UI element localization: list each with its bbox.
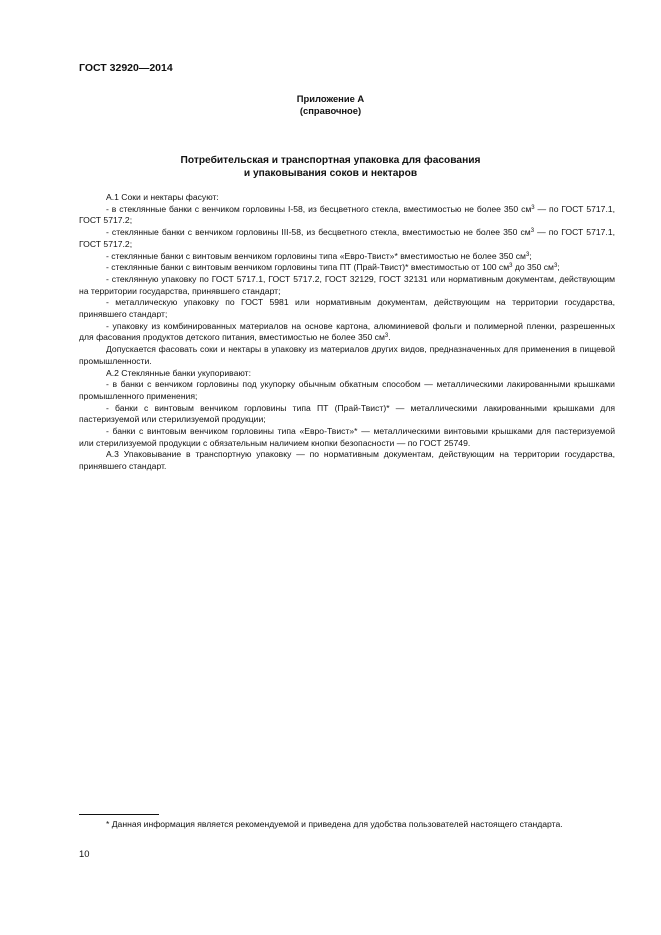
appendix-subtitle: (справочное) [299,105,362,116]
section-title-line1: Потребительская и транспортная упаковка для фасования [180,155,481,166]
list-item-text-tail: ; [557,262,560,273]
paragraph-a1: А.1 Соки и нектары фасуют: [106,192,219,202]
list-item [79,321,615,344]
list-item [79,262,615,274]
superscript: 3 [531,204,535,211]
list-item-text: - стеклянные банки с винтовым венчиком горловины типа «Евро-Твист»* вместимостью не более 350 см [106,250,526,261]
list-item-text: - в стеклянные банки с венчиком горловины I-58, из бесцветного стекла, вместимостью не более 350 см [106,203,532,214]
document-header: ГОСТ 32920—2014 [79,62,173,74]
list-item: - банки с винтовым венчиком горловины типа «Евро-Твист»* — металлическими винтовыми крышками для пастеризуемой или стерилизуемой продукции с обязательным наличием кнопки безопасности — по ГОСТ 25749. [79,426,615,448]
superscript: 3 [525,251,530,258]
document-body [79,192,615,473]
list-item: - металлическую упаковку по ГОСТ 5981 или нормативным документам, действующим на территории государства, принявшего стандарт; [79,297,615,320]
list-item-text-tail: . [388,332,391,343]
list-item-text-tail: ; [529,250,532,261]
footnote-divider [79,814,159,815]
paragraph-note: Допускается фасовать соки и нектары в упаковку из материалов других видов, предназначенных для применения в пищевой промышленности. [79,344,615,366]
footnote [79,819,615,831]
paragraph-a2: А.2 Стеклянные банки укупоривают: [106,367,251,378]
section-title-line2: и упаковывания соков и нектаров [243,168,418,179]
list-item-text: - стеклянные банки с винтовым венчиком горловины типа ПТ (Прай-Твист)* вместимостью от 100 см [106,262,510,273]
list-item-text-tail: — по ГОСТ 5717.1, ГОСТ 5717.2; [79,227,615,249]
list-item: - банки с винтовым венчиком горловины типа ПТ (Прай-Твист)* — металлическими лакированными крышками для пастеризуемой или стерилизуемой продукции; [79,402,615,425]
list-item [79,251,615,263]
list-item-text-mid: до 350 см [512,262,554,273]
list-item-text: - упаковку из комбинированных материалов на основе картона, алюминиевой фольги и полимерной пленки, разрешенных для фасования продуктов детского питания, вместимостью не более 350 см [79,320,615,343]
list-item [79,204,615,227]
page-number: 10 [79,848,90,859]
list-item-text: - стеклянные банки с венчиком горловины III-58, из бесцветного стекла, вместимостью не более 350 см [106,227,531,238]
superscript: 3 [553,263,558,270]
superscript: 3 [384,333,389,340]
superscript: 3 [530,228,535,235]
list-item-text-tail: — по ГОСТ 5717.1, ГОСТ 5717.2; [79,203,615,226]
list-item: - в банки с венчиком горловины под укупорку обычным обкатным способом — металлическими лакированными крышками промышленного применения; [79,379,615,401]
appendix-title: Приложение А [296,93,365,104]
paragraph-a3: А.3 Упаковывание в транспортную упаковку — по нормативным документам, действующим на территории государства, принявшего стандарт. [79,449,615,472]
superscript: 3 [509,263,513,270]
list-item: - стеклянную упаковку по ГОСТ 5717.1, ГОСТ 5717.2, ГОСТ 32129, ГОСТ 32131 или нормативным документам, действующим на территории государства, принявшего стандарт; [79,273,615,296]
list-item [79,227,615,250]
footnote-text: * Данная информация является рекомендуемой и приведена для удобства пользователей настоящего стандарта. [106,819,563,829]
